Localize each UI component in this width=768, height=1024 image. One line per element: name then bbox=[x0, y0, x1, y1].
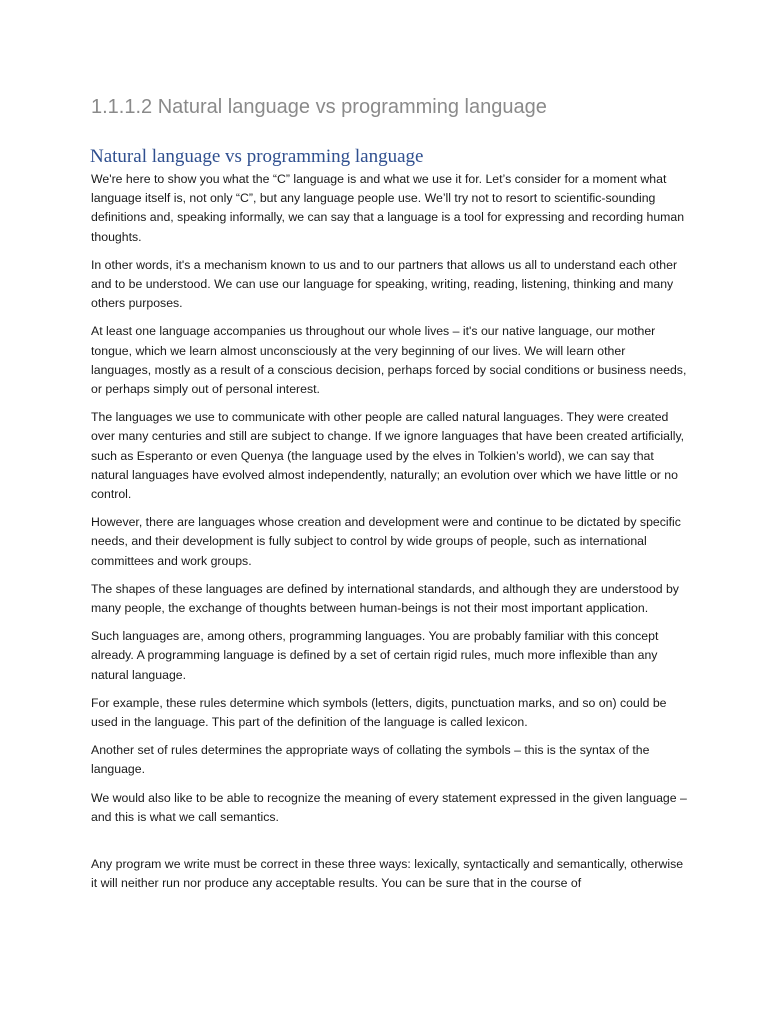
paragraph: In other words, it's a mechanism known to us and to our partners that allows us all to understand each other and to be understood. We can use our language for speaking, writing, reading, listening, thinking and many others purposes. bbox=[91, 257, 678, 311]
body-text bbox=[91, 170, 687, 903]
paragraph: Any program we write must be correct in these three ways: lexically, syntactically and semantically, otherwise it will neither run nor produce any acceptable results. You can be sure that in the course of bbox=[91, 857, 684, 891]
paragraph: For example, these rules determine which symbols (letters, digits, punctuation marks, and so on) could be used in the language. This part of the definition of the language is called lexicon. bbox=[91, 695, 667, 730]
paragraph: The languages we use to communicate with other people are called natural languages. They were created over many centuries and still are subject to change. If we ignore languages that have been created artificially, such as Esperanto or even Quenya (the language used by the elves in Tolkien’s world), we can say that natural languages have evolved almost independently, naturally; an evolution over which we have little or no control. bbox=[91, 410, 685, 502]
paragraph: We would also like to be able to recognize the meaning of every statement expressed in the given language – and this is what we call semantics. bbox=[91, 790, 687, 824]
sub-heading: Natural language vs programming language bbox=[90, 146, 424, 167]
section-heading: 1.1.1.2 Natural language vs programming language bbox=[91, 96, 547, 118]
paragraph: The shapes of these languages are defined by international standards, and although they are understood by many people, the exchange of thoughts between human-beings is not their most important application. bbox=[91, 581, 679, 616]
paragraph: We're here to show you what the “C” language is and what we use it for. Let’s consider for a moment what language itself is, not only “C”, but any language people use. We’ll try not to resort to scientific-sounding definitions and, speaking informally, we can say that a language is a tool for expressing and recording human thoughts. bbox=[91, 172, 685, 244]
paragraph: Another set of rules determines the appropriate ways of collating the symbols – this is the syntax of the language. bbox=[91, 743, 650, 777]
paragraph: Such languages are, among others, programming languages. You are probably familiar with this concept already. A programming language is defined by a set of certain rigid rules, much more inflexible than any natural language. bbox=[91, 629, 659, 682]
paragraph: At least one language accompanies us throughout our whole lives – it's our native language, our mother tongue, which we learn almost unconsciously at the very beginning of our lives. We will learn other languages, mostly as a result of a conscious decision, perhaps forced by social conditions or business needs, or perhaps simply out of personal interest. bbox=[91, 324, 687, 397]
paragraph: However, there are languages whose creation and development were and continue to be dictated by specific needs, and their development is fully subject to control by wide groups of people, such as international committees and work groups. bbox=[91, 515, 681, 568]
